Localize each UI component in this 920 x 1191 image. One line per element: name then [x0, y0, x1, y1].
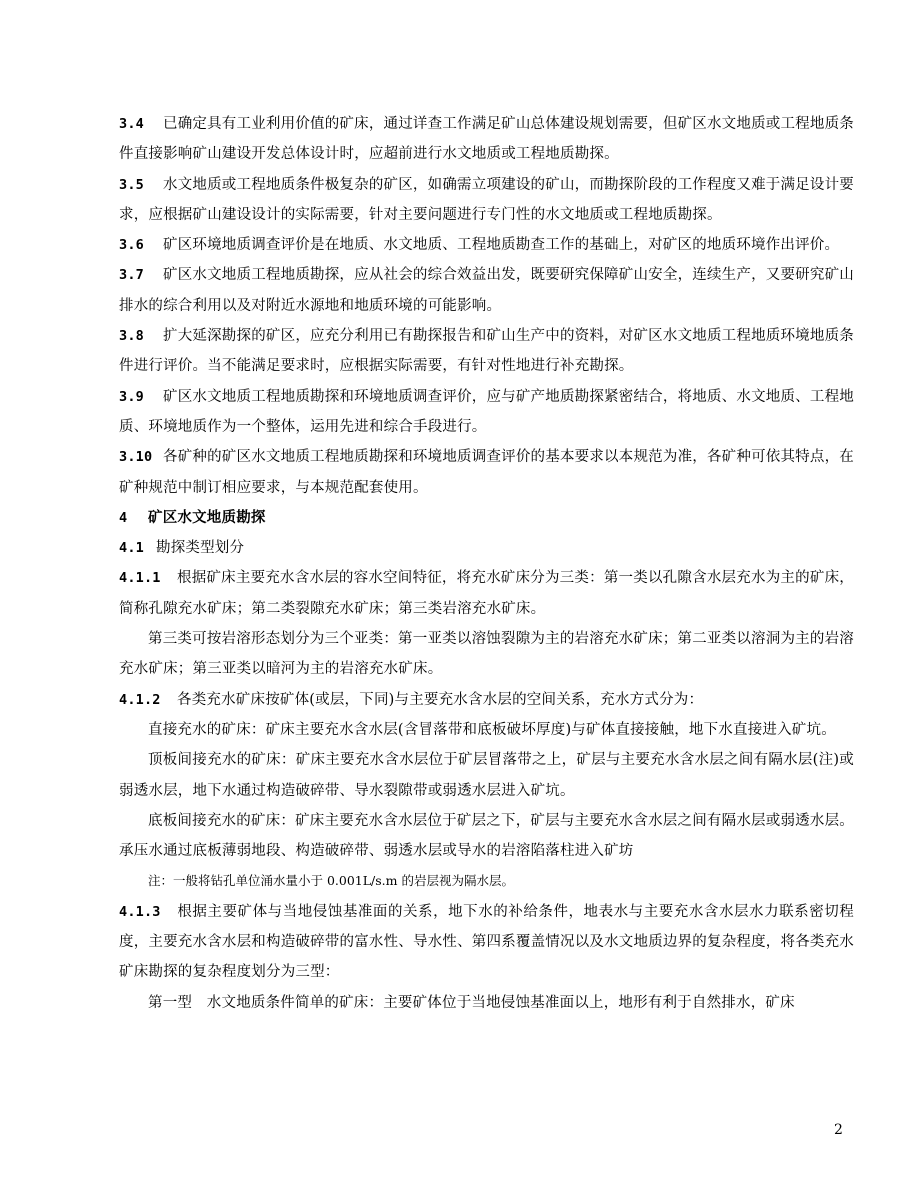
clause-text: 水文地质或工程地质条件极复杂的矿区，如确需立项建设的矿山，而勘探阶段的工作程度又难于满足设计要求，应根据矿山建设设计的实际需要，针对主要问题进行专门性的水文地质或工程地质勘探。	[119, 176, 854, 223]
clause-text: 扩大延深勘探的矿区，应充分利用已有勘探报告和矿山生产中的资料，对矿区水文地质工程地质环境地质条件进行评价。当不能满足要求时，应根据实际需要，有针对性地进行补充勘探。	[119, 328, 854, 375]
section-number: 4.1	[119, 540, 144, 557]
clause-text: 矿区水文地质工程地质勘探和环境地质调查评价，应与矿产地质勘探紧密结合，将地质、水文地质、工程地质、环境地质作为一个整体，运用先进和综合手段进行。	[119, 388, 854, 435]
clause-text: 根据矿床主要充水含水层的容水空间特征，将充水矿床分为三类：第一类以孔隙含水层充水为主的矿床，简称孔隙充水矿床；第二类裂隙充水矿床；第三类岩溶充水矿床。	[119, 570, 854, 617]
clause-3-6	[119, 230, 854, 260]
section-title: 矿区水文地质勘探	[148, 508, 266, 526]
clause-4-1-2-item: 直接充水的矿床：矿床主要充水含水层(含冒落带和底板破坏厚度)与矿体直接接触，地下水直接进入矿坑。	[148, 721, 836, 738]
clause-4-1-3-sub: 第一型 水文地质条件简单的矿床：主要矿体位于当地侵蚀基准面以上，地形有利于自然排水，矿床	[148, 994, 795, 1011]
clause-number: 3.9	[119, 388, 144, 405]
document-body	[119, 109, 854, 1018]
clause-4-1-2-item: 顶板间接充水的矿床：矿床主要充水含水层位于矿层冒落带之上，矿层与主要充水含水层之间有隔水层(注)或弱透水层，地下水通过构造破碎带、导水裂隙带或弱透水层进入矿坑。	[119, 752, 854, 799]
clause-4-1-1-sub: 第三类可按岩溶形态划分为三个亚类：第一亚类以溶蚀裂隙为主的岩溶充水矿床；第二亚类以溶洞为主的岩溶充水矿床；第三亚类以暗河为主的岩溶充水矿床。	[119, 631, 854, 678]
clause-3-9	[119, 382, 854, 443]
clause-text: 矿区环境地质调查评价是在地质、水文地质、工程地质勘查工作的基础上，对矿区的地质环境作出评价。	[163, 237, 840, 254]
section-4-heading	[119, 503, 854, 533]
clause-3-7	[119, 260, 854, 321]
clause-3-5	[119, 170, 854, 231]
clause-4-1-1	[119, 563, 854, 624]
clause-text: 已确定具有工业利用价值的矿床，通过详查工作满足矿山总体建设规划需要，但矿区水文地质或工程地质条件直接影响矿山建设开发总体设计时，应超前进行水文地质或工程地质勘探。	[119, 116, 854, 163]
page-number: 2	[834, 1122, 843, 1138]
clause-3-8	[119, 321, 854, 382]
clause-number: 3.5	[119, 176, 144, 193]
clause-number: 4.1.2	[119, 691, 161, 708]
clause-number: 3.4	[119, 116, 144, 132]
clause-3-4	[119, 109, 854, 170]
clause-3-10	[119, 442, 854, 503]
clause-text: 各类充水矿床按矿体(或层，下同)与主要充水含水层的空间关系，充水方式分为：	[177, 691, 704, 708]
section-4-1-heading	[119, 533, 854, 563]
clause-4-1-3	[119, 897, 854, 988]
clause-number: 3.7	[119, 267, 144, 284]
clause-number: 4.1.1	[119, 570, 161, 587]
clause-text: 矿区水文地质工程地质勘探，应从社会的综合效益出发，既要研究保障矿山安全，连续生产，又要研究矿山排水的综合利用以及对附近水源地和地质环境的可能影响。	[119, 267, 854, 314]
clause-number: 4.1.3	[119, 903, 161, 920]
clause-text: 根据主要矿体与当地侵蚀基准面的关系，地下水的补给条件，地表水与主要充水含水层水力联系密切程度，主要充水含水层和构造破碎带的富水性、导水性、第四系覆盖情况以及水文地质边界的复杂程度，将各类充水矿床勘探的复杂程度划分为三型：	[119, 903, 854, 981]
clause-number: 3.8	[119, 328, 144, 345]
footnote: 注：一般将钻孔单位涌水量小于 0.001L/s.m 的岩层视为隔水层。	[148, 873, 514, 889]
clause-number: 3.10	[119, 449, 153, 466]
clause-text: 各矿种的矿区水文地质工程地质勘探和环境地质调查评价的基本要求以本规范为准，各矿种可依其特点，在矿种规范中制订相应要求，与本规范配套使用。	[119, 449, 854, 496]
clause-4-1-2	[119, 685, 854, 715]
section-title: 勘探类型划分	[156, 540, 245, 557]
clause-number: 3.6	[119, 237, 144, 254]
section-number: 4	[119, 509, 128, 526]
clause-4-1-2-item: 底板间接充水的矿床：矿床主要充水含水层位于矿层之下，矿层与主要充水含水层之间有隔水层或弱透水层。承压水通过底板薄弱地段、构造破碎带、弱透水层或导水的岩溶陷落柱进入矿坊	[119, 812, 854, 860]
